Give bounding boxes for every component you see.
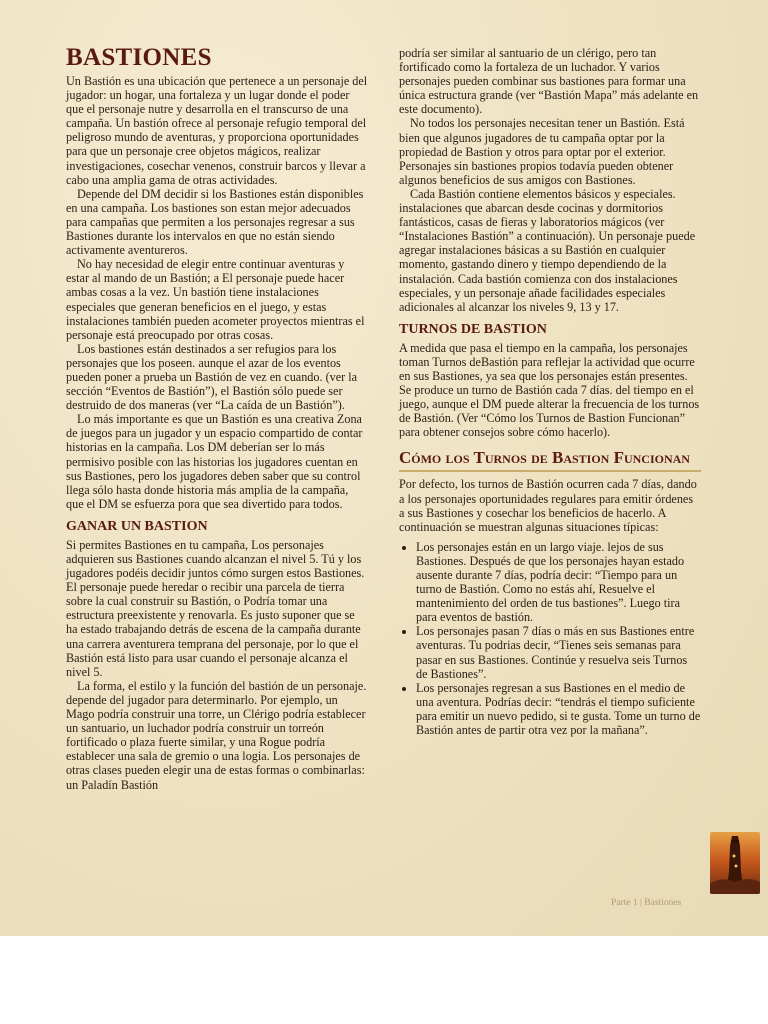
paragraph: Cada Bastión contiene elementos básicos y especiales. instalaciones que abarcan desde cocinas y dormitorios fantásticos, casas de fieras y laboratorios mágicos (ver “Instalaciones Bastión” a continuación). Un personaje puede agregar instalaciones básicas a su Bastión en cualquier momento, gastando dinero y tiempo dependiendo de la instalación. Cada bastión comienza con dos instalaciones especiales, y un personaje añade facilidades especiales adicionales al alcanzar los niveles 9, 13 y 17. [399, 186, 696, 314]
paragraph: Lo más importante es que un Bastión es una creativa Zona de juegos para un jugador y un espacio compartido de contar historias en la campaña. Los DM deberían ser lo más permisivo posible con las historias los jugadores cuentan en sus Bastiones, pero los jugadores deben saber que su control llega sólo hasta donde historia más amplia de la campaña, que el DM se esfuerza pora que sea divertido para todos. [66, 412, 363, 511]
right-column [399, 46, 701, 737]
section-heading-como: Cómo los Turnos de Bastion Funcionan [399, 448, 701, 472]
tower-illustration-icon [710, 832, 760, 894]
paragraph: A medida que pasa el tiempo en la campaña, los personajes toman Turnos deBastión para reflejar la actividad que ocurre en sus Bastiones, ya sea que los personajes están presentes. Se produce un turno de Bastión cada 7 días. del tiempo en el juego, aunque el DM puede alterar la frecuencia de los turnos de Bastión. (Ver “Cómo los Turnos de Bastion Funcionan” para obtener consejos sobre cómo hacerlo). [399, 340, 700, 440]
list-item: • Los personajes regresan a sus Bastiones en el medio de una aventura. Podrías decir: “tendrás el tiempo suficiente para emitir un nuevo pedido, si te gusta. Tome un turno de Bastión antes de partir otra vez por la mañana”. [416, 681, 701, 737]
paragraph: Los bastiones están destinados a ser refugios para los personajes que los poseen. aunque el azar de los eventos pueden poner a prueba un Bastión de vez en cuando. (ver la sección “Eventos de Bastión”), el Bastión sólo puede ser destruido de dos maneras (ver “La caída de un Bastión”). [66, 341, 358, 413]
paragraph: Un Bastión es una ubicación que pertenece a un personaje del jugador: un hogar, una fortaleza y un lugar donde el poder que el personaje nutre y desarrolla en el transcurso de una campaña. Un bastión ofrece al personaje refugio temporal del peligroso mundo de aventuras, y proporciona oportunidades para que un personaje cree objetos mágicos, realizar investigaciones, cosechar venenos, construir barcos y llevar a cabo una amplia gama de otras actividades. [66, 74, 368, 187]
list-item: • Los personajes están en un largo viaje. lejos de sus Bastiones. Después de que los personajes hayan estado ausente durante 7 días, podría decir: “Tiempo para un turno de Bastión. Como no estás ahí, Resuelve el mantenimiento del orden de tus bastiones”. Luego tira para eventos de bastión. [416, 540, 701, 625]
section-heading-ganar: GANAR UN BASTION [66, 518, 208, 534]
paragraph: Si permites Bastiones en tu campaña, Los personajes adquieren sus Bastiones cuando alcanzan el nivel 5. Tú y los jugadores podéis decidir juntos cómo surgen estos Bastiones. El personaje puede heredar o recibir una parcela de tierra sobre la cual construir su Bastión, o Podría tomar una estructura preexistente y renovarla. Es justo suponer que se ha estado trabajando detrás de escena de la campaña durante una carrera aventurera temprana del personaje, por lo que el Bastión está listo para usar cuando el personaje alcanza el nivel 5. [66, 537, 365, 679]
page-footer: Parte 1 | Bastiones [611, 898, 682, 908]
section-heading-turnos: TURNOS DE BASTION [399, 321, 547, 337]
list-item: • Los personajes pasan 7 días o más en sus Bastiones entre aventuras. Tu podrias decir, “Tienes seis semanas para pasar en sus Bastiones. Continúe y resuelva seis Turnos de Bastiones”. [416, 624, 701, 680]
page-title: BASTIONES [66, 44, 212, 71]
paragraph: No hay necesidad de elegir entre continuar aventuras y estar al mando de un Bastión; a El personaje puede hacer ambas cosas a la vez. Un bastión tiene instalaciones especiales que generan beneficios en el juego, y estas instalaciones también pueden acometer proyectos mientras el personaje está preocupado por otras cosas. [66, 257, 365, 342]
paragraph: No todos los personajes necesitan tener un Bastión. Está bien que algunos jugadores de tu campaña optar por la propiedad de Bastion y otros para optar por el exterior. Personajes sin bastiones propios todavía pueden obtener algunos beneficios de sus amigos con Bastiones. [399, 116, 685, 187]
situations-list [399, 540, 701, 737]
paragraph: La forma, el estilo y la función del bastión de un personaje. depende del jugador para determinarlo. Por ejemplo, un Mago podría construir una torre, un Clérigo podría establecer un santuario, un luchador podría construir un torreón fortificado o plaza fuerte similar, y una Rogue podría establecer una sala de gremio o una logia. Los personajes de otras clases pueden elegir una de estas formas o combinarlas: un Paladín Bastión [66, 678, 367, 792]
paragraph: Por defecto, los turnos de Bastión ocurren cada 7 días, dando a los personajes oportunidades regulares para emitir órdenes a sus Bastiones y cosechar los beneficios de hacerlo. A continuación se muestran algunas situaciones típicas: [399, 477, 697, 534]
paragraph: Depende del DM decidir si los Bastiones están disponibles en una campaña. Los bastiones son estan mejor adecuados para campañas que permiten a los personajes regresar a sus Bastiones durante los intervalos en que no están siendo activamente aventureros. [66, 186, 364, 258]
left-column [66, 44, 368, 792]
paragraph: podría ser similar al santuario de un clérigo, pero tan fortificado como la fortaleza de un luchador. Y varios personajes pueden combinar sus bastiones para formar una única estructura grande (ver “Bastión Mapa” más adelante en este documento). [399, 46, 699, 117]
